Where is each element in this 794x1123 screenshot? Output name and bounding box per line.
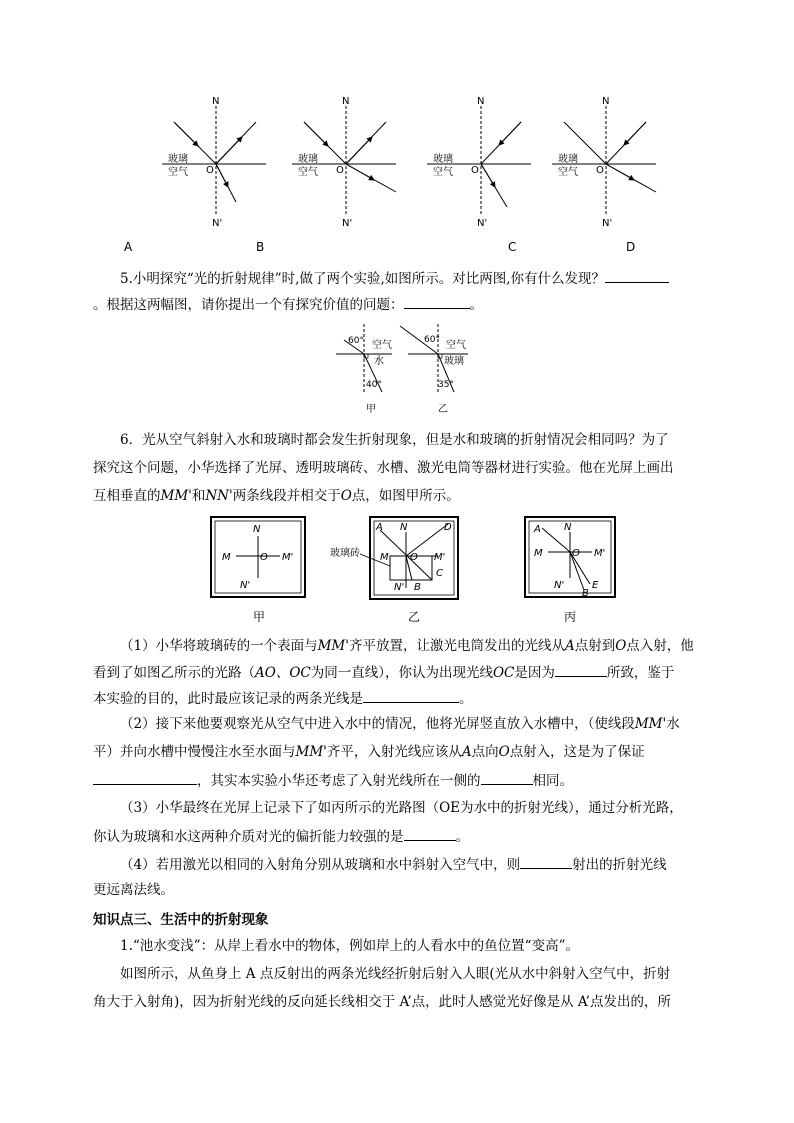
normal-label-top: N — [602, 96, 610, 107]
normal-label-bottom: N' — [342, 218, 353, 229]
svg-text:M: M — [534, 548, 543, 559]
q6-p1-line3: 本实验的目的，此时最应该记录的两条光线是 。 — [93, 688, 473, 709]
q6-p4-line2: 更远离法线。 — [93, 882, 174, 898]
caption-yi: 乙 — [408, 610, 421, 624]
svg-text:M: M — [222, 552, 231, 563]
q6-line3: 互相垂直的MM'和NN'两条线段并相交于O点，如图甲所示。 — [93, 488, 460, 504]
svg-text:B: B — [414, 582, 421, 593]
svg-text:M': M' — [282, 552, 294, 563]
glass-brick-label: 玻璃砖 — [330, 548, 360, 559]
section3-item1: 1.“池水变浅”：从岸上看水中的物体，例如岸上的人看水中的鱼位置“变高”。 — [120, 938, 579, 954]
q5-line1: 5.小明探究“光的折射规律”时,做了两个实验,如图所示。对比两图,你有什么发现？ — [120, 268, 669, 289]
q6-p3-line2: 你认为玻璃和水这两种介质对光的偏折能力较强的是 。 — [93, 826, 469, 847]
medium1-right: 空气 — [446, 340, 466, 351]
option-a-label: A — [124, 240, 133, 254]
medium2-left: 水 — [374, 356, 384, 367]
medium-bottom-label: 空气 — [298, 167, 318, 178]
q6-line1: 6．光从空气斜射入水和玻璃时都会发生折射现象，但是水和玻璃的折射情况会相同吗？为了 — [120, 432, 669, 448]
caption-left: 甲 — [366, 404, 376, 415]
svg-text:N: N — [253, 524, 261, 535]
q6-figure-bing — [524, 516, 616, 598]
q6-p2-line3: ，其实本实验小华还考虑了入射光线所在一侧的 相同。 — [93, 770, 573, 791]
normal-label-bottom: N' — [602, 218, 613, 229]
q6-p2-line2: 平）并向水槽中慢慢注水至水面与MM'齐平，入射光线应该从A点向O点射入，这是为了保证 — [93, 744, 645, 760]
angle-top-right: 60° — [424, 335, 440, 345]
medium-top-label: 玻璃 — [298, 154, 318, 165]
normal-label-bottom: N' — [477, 218, 488, 229]
caption-bing: 丙 — [564, 610, 577, 624]
q6-figure-jia — [210, 516, 306, 598]
refraction-diagram-d — [540, 92, 670, 232]
svg-text:M: M — [380, 552, 389, 563]
section3-para-line2: 角大于入射角)，因为折射光线的反向延长线相交于 A’点，此时人感觉光好像是从 A’点发出的，所 — [93, 994, 671, 1010]
q5-figures — [330, 320, 470, 420]
medium2-right: 玻璃 — [444, 356, 464, 367]
svg-text:O: O — [572, 548, 580, 559]
svg-text:A: A — [534, 524, 541, 535]
angle-top-left: 60° — [348, 336, 364, 346]
point-o-label: O — [471, 165, 479, 176]
q5-line2: 。根据这两幅图，请你提出一个有探究价值的问题： 。 — [93, 294, 483, 315]
point-o-label: O — [336, 165, 344, 176]
caption-right: 乙 — [438, 404, 448, 415]
svg-text:C: C — [436, 568, 443, 579]
svg-text:O: O — [260, 552, 268, 563]
q6-p1-line1: （1）小华将玻璃砖的一个表面与MM'齐平放置，让激光电筒发出的光线从A点射到O点入射，他 — [120, 638, 694, 654]
point-o-label: O — [596, 165, 604, 176]
medium-bottom-label: 空气 — [558, 167, 578, 178]
svg-text:N: N — [400, 522, 408, 533]
svg-text:N': N' — [394, 582, 405, 593]
svg-text:D: D — [444, 522, 452, 533]
section3-heading: 知识点三、生活中的折射现象 — [93, 912, 269, 928]
svg-text:N: N — [564, 522, 572, 533]
q6-line2: 探究这个问题，小华选择了光屏、透明玻璃砖、水槽、激光电筒等器材进行实验。他在光屏上画出 — [93, 460, 674, 476]
svg-text:B: B — [582, 588, 589, 598]
section3-para-line1: 如图所示，从鱼身上 A 点反射出的两条光线经折射后射入人眼(光从水中斜射入空气中，折射 — [120, 966, 671, 982]
q6-p3-line1: （3）小华最终在光屏上记录下了如丙所示的光路图（OE为水中的折射光线），通过分析光路， — [120, 800, 683, 816]
refraction-diagram-a — [150, 92, 280, 232]
svg-text:E: E — [592, 580, 599, 591]
medium-top-label: 玻璃 — [558, 154, 578, 165]
normal-label-top: N — [342, 96, 350, 107]
normal-label-top: N — [212, 96, 220, 107]
medium-top-label: 玻璃 — [433, 154, 453, 165]
q6-p4-line1: （4）若用激光以相同的入射角分别从玻璃和水中斜射入空气中，则 射出的折射光线 — [120, 854, 667, 875]
q6-p1-line2: 看到了如图乙所示的光路（AO、OC为同一直线），你认为出现光线OC是因为 所致，鉴于 — [93, 662, 674, 683]
medium-top-label: 玻璃 — [168, 154, 188, 165]
refraction-diagram-b — [280, 92, 410, 232]
svg-text:O: O — [410, 552, 418, 563]
option-b-label: B — [256, 240, 265, 254]
caption-jia: 甲 — [253, 610, 266, 624]
q6-p2-line1: （2）接下来他要观察光从空气中进入水中的情况，他将光屏竖直放入水槽中，（使线段MM'水 — [120, 716, 680, 732]
q6-figure-yi — [330, 516, 460, 602]
svg-text:M': M' — [434, 552, 446, 563]
point-o-label: O — [206, 165, 214, 176]
normal-label-bottom: N' — [212, 218, 223, 229]
medium-bottom-label: 空气 — [168, 167, 188, 178]
refraction-diagram-c — [415, 92, 545, 232]
svg-text:A: A — [376, 522, 383, 533]
option-d-label: D — [626, 240, 636, 254]
svg-text:N': N' — [240, 580, 251, 591]
angle-bottom-right: 35° — [438, 380, 454, 390]
option-c-label: C — [508, 240, 517, 254]
svg-text:N': N' — [554, 580, 565, 591]
medium-bottom-label: 空气 — [433, 167, 453, 178]
svg-text:M': M' — [594, 548, 606, 559]
q4-diagram-row — [150, 92, 670, 232]
normal-label-top: N — [477, 96, 485, 107]
angle-bottom-left: 40° — [366, 380, 382, 390]
medium1-left: 空气 — [372, 340, 392, 351]
